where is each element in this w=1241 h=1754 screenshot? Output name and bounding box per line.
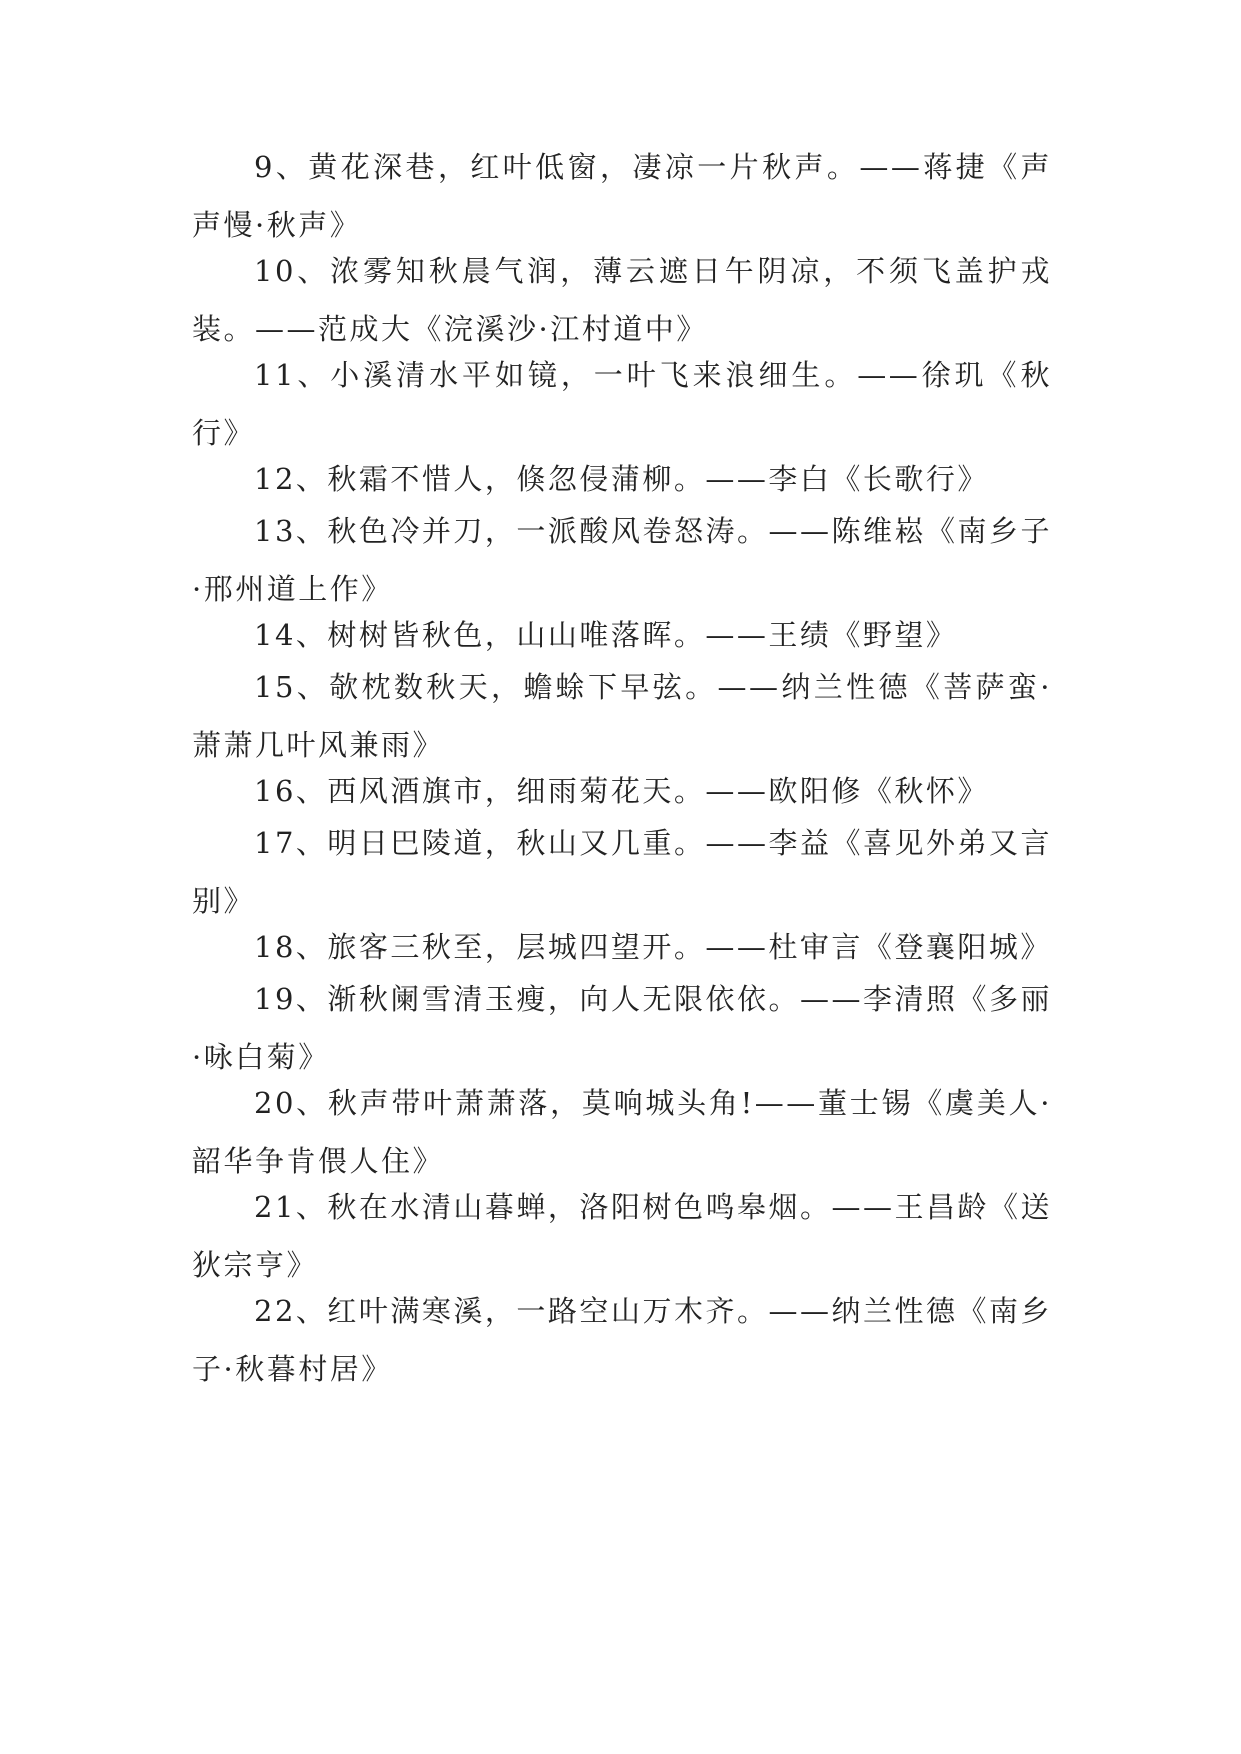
entry-line: 18、旅客三秋至，层城四望开。——杜审言《登襄阳城》 xyxy=(254,930,1052,964)
entry-line: 21、秋在水清山暮蝉，洛阳树色鸣皋烟。——王昌龄 xyxy=(254,1190,989,1224)
entry-line-continued: 丽·咏白菊》 xyxy=(192,982,1052,1074)
entry-line: 15、欹枕数秋天，蟾蜍下早弦。——纳兰性德《菩萨 xyxy=(254,670,1008,704)
entry-line: 13、秋色冷并刀，一派酸风卷怒涛。——陈维崧《南乡 xyxy=(254,514,1021,548)
entry-line: 22、红叶满寒溪，一路空山万木齐。——纳兰性德《南 xyxy=(254,1294,1021,1328)
entry-line: 20、秋声带叶萧萧落，莫响城头角!——董士锡《虞美 xyxy=(254,1086,1009,1120)
poem-entry-16 xyxy=(192,762,1052,820)
poem-entry-11 xyxy=(192,346,1052,462)
entry-line: 17、明日巴陵道，秋山又几重。——李益《喜见外弟又 xyxy=(254,826,1021,860)
entry-line-continued: 装。——范成大《浣溪沙·江村道中》 xyxy=(192,312,708,346)
entry-line-continued: 乡子·秋暮村居》 xyxy=(192,1294,1052,1386)
entry-line-continued: 子·邢州道上作》 xyxy=(192,514,1052,606)
poem-entry-18 xyxy=(192,918,1052,976)
poem-entry-13 xyxy=(192,502,1052,618)
poem-entry-14 xyxy=(192,606,1052,664)
entry-line-continued: 人·韶华争肯偎人住》 xyxy=(192,1086,1052,1178)
entry-line: 19、渐秋阑雪清玉瘦，向人无限依依。——李清照《多 xyxy=(254,982,1021,1016)
entry-line: 11、小溪清水平如镜，一叶飞来浪细生。——徐玑《秋 xyxy=(254,358,1052,392)
poem-entry-22 xyxy=(192,1282,1052,1398)
entry-line-continued: 言别》 xyxy=(192,826,1052,918)
poem-entry-15 xyxy=(192,658,1052,774)
poem-entry-9 xyxy=(192,138,1052,254)
entry-line-continued: 行》 xyxy=(192,416,256,450)
poem-entry-21 xyxy=(192,1178,1052,1294)
poem-entry-20 xyxy=(192,1074,1052,1190)
poem-entry-17 xyxy=(192,814,1052,930)
entry-line: 9、黄花深巷，红叶低窗，凄凉一片秋声。——蒋捷《声 xyxy=(254,150,1052,184)
entry-line-continued: 蛮·萧萧几叶风兼雨》 xyxy=(192,670,1053,762)
poem-entry-19 xyxy=(192,970,1052,1086)
entry-line-continued: 声慢·秋声》 xyxy=(192,208,362,242)
poem-entry-10 xyxy=(192,242,1052,358)
entry-line: 10、浓雾知秋晨气润，薄云遮日午阴凉，不须飞盖护戎 xyxy=(254,254,1052,288)
entry-line: 14、树树皆秋色，山山唯落晖。——王绩《野望》 xyxy=(254,618,958,652)
entry-line: 16、西风酒旗市，细雨菊花天。——欧阳修《秋怀》 xyxy=(254,774,989,808)
entry-line: 12、秋霜不惜人，倏忽侵蒲柳。——李白《长歌行》 xyxy=(254,462,989,496)
entry-line-continued: 《送狄宗亨》 xyxy=(192,1190,1052,1282)
poem-entry-12 xyxy=(192,450,1052,508)
